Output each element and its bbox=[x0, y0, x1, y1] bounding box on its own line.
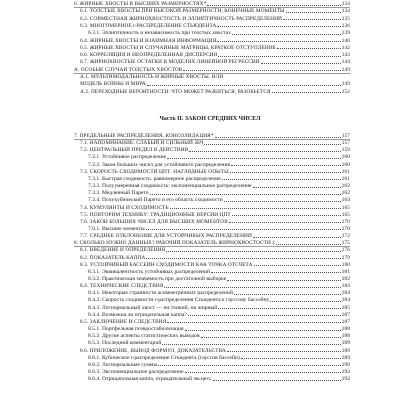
toc-line bbox=[0, 7, 420, 14]
toc-entry-title: A.1. МУЛЬТИМОДАЛЬНОСТЬ И ЖИРНЫЕ ХВОСТЫ, ИЛИ bbox=[80, 74, 224, 80]
toc-entry-title: 6.3. МНОГОМЕРНОЕ t-РАСПРЕДЕЛЕНИЕ СТЬЮДЕНТА bbox=[80, 22, 217, 29]
dot-leader bbox=[217, 41, 340, 42]
toc-line bbox=[0, 161, 420, 168]
toc-page-number: 184 bbox=[341, 283, 350, 290]
dot-leader bbox=[185, 372, 341, 373]
toc-page-number: 161 bbox=[341, 175, 350, 182]
dot-leader bbox=[188, 315, 341, 316]
toc-entry-title: 7.6.1. Высшие моменты bbox=[88, 225, 145, 232]
toc-line bbox=[0, 29, 420, 36]
dot-leader bbox=[224, 201, 341, 202]
dot-leader bbox=[286, 12, 341, 13]
toc-entry-title: 6.5. ЖИРНЫЕ ХВОСТЫ И СЛУЧАЙНЫЕ МАТРИЦЫ, КРАТКОЕ ОТСТУПЛЕНИЕ bbox=[80, 44, 277, 51]
toc-entry-title: 8.6.1. Кубическое t-распределение Стьюдента (гауссов бассейн) bbox=[88, 354, 240, 361]
toc-line bbox=[0, 80, 420, 87]
toc-section-entry[interactable] bbox=[80, 318, 350, 325]
toc-page-number: 157 bbox=[341, 133, 350, 139]
dot-leader bbox=[204, 144, 340, 145]
toc-entry-title: 6.7. ЖИРНОХВОСТЫЕ ОСТАТКИ В МОДЕЛЯХ ЛИНЕЙНОЙ РЕГРЕССИИ bbox=[80, 59, 260, 66]
toc-line bbox=[0, 232, 420, 239]
toc-line bbox=[0, 311, 420, 318]
toc-entry-title: 8.4.4. Возможна ли отрицательная каппа? bbox=[88, 311, 187, 318]
toc-page-number: 161 bbox=[341, 168, 350, 175]
toc-page-number: 175 bbox=[341, 240, 350, 247]
toc-page-number: 159 bbox=[341, 147, 350, 154]
toc-page-number: 162 bbox=[341, 190, 350, 197]
toc-section-entry[interactable] bbox=[80, 204, 350, 211]
toc-line bbox=[0, 261, 420, 268]
dot-leader bbox=[241, 358, 341, 359]
toc-entry-title: 8.1. ВВЕДЕНИЕ И ОПРЕДЕЛЕНИЯ bbox=[80, 247, 166, 254]
toc-section-entry[interactable] bbox=[80, 232, 350, 239]
toc-subsection-entry[interactable] bbox=[88, 304, 350, 311]
toc-page-number: 189 bbox=[341, 340, 350, 347]
toc-line bbox=[0, 88, 420, 95]
toc-entry-title: 7.2.1. Устойчивое распределение bbox=[88, 154, 167, 161]
dot-leader bbox=[270, 301, 340, 302]
toc-section-entry[interactable] bbox=[80, 37, 350, 44]
toc-page-number: 165 bbox=[341, 211, 350, 218]
toc-line bbox=[0, 325, 420, 332]
toc-section-entry[interactable] bbox=[80, 51, 350, 58]
toc-entry-title: 7.3.4. Полукубический Парето и его область сходимости bbox=[88, 197, 223, 204]
toc-section-entry[interactable] bbox=[80, 246, 350, 253]
toc-entry-title: 8. СКОЛЬКО НУЖНО ДАННЫХ? РАБОЧИЙ ПОКАЗАТЕЛЬ ЖИРНОХВОСТОСТИ ‡ bbox=[74, 240, 276, 247]
toc-section-entry[interactable] bbox=[80, 88, 350, 95]
toc-page-number: 162 bbox=[341, 183, 350, 190]
toc-chapter-entry[interactable] bbox=[74, 239, 350, 246]
toc-entry-title: 7.3.2. Полуумеренная сходимость: экспоненциальное распределение bbox=[88, 183, 252, 190]
toc-section-entry[interactable] bbox=[80, 44, 350, 51]
toc-page-number: 181 bbox=[341, 268, 350, 275]
toc-line bbox=[0, 66, 420, 73]
toc-chapter-entry[interactable] bbox=[74, 0, 350, 7]
toc-page-number: 139 bbox=[341, 30, 350, 37]
toc-page-number: 184 bbox=[341, 290, 350, 297]
toc-entry-title: A.2. ПЕРЕХОДНЫЕ ВЕРОЯТНОСТИ: ЧТО МОЖЕТ РАЗБИТЬСЯ, РАЗОБЬЕТСЯ bbox=[80, 88, 271, 95]
dot-leader bbox=[201, 337, 341, 338]
toc-page-number: 164 bbox=[341, 197, 350, 204]
toc-entry-title: 8.3.1. Эквивалентность устойчивых распределений bbox=[88, 268, 211, 275]
toc-page-number: 192 bbox=[341, 368, 350, 375]
toc-subsection-entry[interactable] bbox=[88, 361, 350, 368]
toc-subsection-entry[interactable] bbox=[88, 161, 350, 168]
toc-page-number: 190 bbox=[341, 361, 350, 368]
dot-leader bbox=[276, 244, 341, 245]
toc-line bbox=[0, 132, 420, 139]
dot-leader bbox=[229, 222, 341, 223]
toc-line bbox=[0, 354, 420, 361]
toc-line bbox=[0, 168, 420, 175]
toc-entry-title: 6.4. ЖИРНЫЕ ХВОСТЫ И ВЗАИМНАЯ ИНФОРМАЦИЯ bbox=[80, 37, 217, 44]
toc-page-number: 187 bbox=[341, 318, 350, 325]
dot-leader bbox=[211, 272, 341, 273]
toc-line bbox=[0, 339, 420, 346]
toc-entry-title: 7.3.1. Быстрая сходимость: равномерное распределение bbox=[88, 175, 221, 182]
toc-line bbox=[0, 218, 420, 225]
toc-subsection-entry[interactable] bbox=[88, 332, 350, 339]
dot-leader bbox=[222, 179, 341, 180]
toc-entry-title: 8.4.1. Некоторые странности асимметричных распределений bbox=[88, 290, 233, 297]
dot-leader bbox=[167, 158, 341, 159]
toc-page-number: 160 bbox=[341, 161, 350, 168]
toc-subsection-entry[interactable] bbox=[88, 153, 350, 160]
toc-line bbox=[0, 375, 420, 382]
toc-line bbox=[0, 204, 420, 211]
dot-leader bbox=[162, 344, 340, 345]
toc-line bbox=[0, 318, 420, 325]
toc-section-entry[interactable] bbox=[80, 7, 350, 14]
dot-leader bbox=[227, 351, 341, 352]
toc-entry-title: 7.6. ЗАКОН БОЛЬШИХ ЧИСЕЛ ДЛЯ ВЫСШИХ МОМЕНТОВ bbox=[80, 218, 228, 225]
toc-entry-title: 8.4. ТЕХНИЧЕСКИЕ СЛЕДСТВИЯ bbox=[80, 283, 164, 290]
toc-page-number: 160 bbox=[341, 154, 350, 161]
part-heading bbox=[0, 116, 420, 122]
toc-subsection-entry[interactable] bbox=[88, 339, 350, 346]
toc-subsection-entry[interactable] bbox=[88, 311, 350, 318]
toc-page-number: 165 bbox=[341, 204, 350, 211]
toc-page-number: 144 bbox=[341, 59, 350, 66]
toc-entry-title: 7.4. КУМУЛЯНТЫ И СХОДИМОСТЬ bbox=[80, 204, 169, 211]
toc-line bbox=[0, 304, 420, 311]
toc-subsection-entry[interactable] bbox=[88, 325, 350, 332]
toc-line bbox=[0, 153, 420, 160]
toc-line bbox=[0, 268, 420, 275]
dot-leader bbox=[150, 194, 341, 195]
dot-leader bbox=[146, 258, 340, 259]
dot-leader bbox=[283, 19, 341, 20]
toc-line bbox=[0, 175, 420, 182]
toc-line bbox=[0, 282, 420, 289]
toc-page-number: 189 bbox=[341, 354, 350, 361]
toc-section-entry[interactable] bbox=[80, 80, 350, 87]
dot-leader bbox=[261, 63, 341, 64]
toc-section-entry[interactable] bbox=[80, 73, 350, 80]
toc-line bbox=[0, 182, 420, 189]
toc-page-number: 180 bbox=[341, 261, 350, 268]
toc-line bbox=[0, 275, 420, 282]
toc-page-number: 152 bbox=[341, 88, 350, 95]
toc-line bbox=[0, 239, 420, 246]
dot-leader bbox=[164, 287, 340, 288]
toc-page-number: 192 bbox=[341, 376, 350, 383]
toc-line bbox=[0, 225, 420, 232]
toc-entry-title: 6.3.1. Эллиптичность и независимость при толстых хвостах bbox=[88, 30, 231, 37]
toc-line bbox=[0, 37, 420, 44]
toc-section-entry[interactable] bbox=[80, 139, 350, 146]
toc-page-number: 187 bbox=[341, 311, 350, 318]
toc-subsection-entry[interactable] bbox=[88, 225, 350, 232]
toc-section-entry[interactable] bbox=[80, 218, 350, 225]
toc-entry-title: 8.3. УСТОЙЧИВЫЙ БАССЕЙН СХОДИМОСТИ КАК ТОЧКА ОТСЧЕТА bbox=[80, 261, 253, 268]
toc-entry-title: 6.1. ТОЛСТЫЕ ХВОСТЫ ПРИ ВЫСОКОЙ РАЗМЕРНОСТИ, КОНЕЧНЫЕ МОМЕНТЫ bbox=[80, 8, 285, 15]
toc-page-number: 188 bbox=[341, 326, 350, 333]
toc-line bbox=[0, 44, 420, 51]
toc-entry-title: 8.5.3. Последний комментарий bbox=[88, 340, 162, 347]
dot-leader bbox=[227, 280, 340, 281]
toc-chapter-entry[interactable] bbox=[74, 132, 350, 139]
toc-subsection-entry[interactable] bbox=[88, 296, 350, 303]
toc-page-number: 134 bbox=[341, 1, 350, 7]
toc-entry-title: 6.6. КОРРЕЛЯЦИЯ И НЕОПРЕДЕЛЕННАЯ ДИСПЕРСИЯ bbox=[80, 52, 218, 59]
toc-entry-title: 7.5. ПОВТОРИМ ТЕХНИКУ: ТРАДИЦИОННЫЕ ВЕРСИИ ЦПТ bbox=[80, 211, 231, 218]
dot-leader bbox=[230, 172, 341, 173]
toc-section-entry[interactable] bbox=[80, 146, 350, 153]
toc-line bbox=[0, 347, 420, 354]
dot-leader bbox=[158, 365, 340, 366]
toc-line bbox=[0, 332, 420, 339]
dot-leader bbox=[232, 215, 341, 216]
toc-line bbox=[0, 368, 420, 375]
dot-leader bbox=[231, 165, 341, 166]
toc-page-number: 170 bbox=[341, 218, 350, 225]
dot-leader bbox=[213, 380, 341, 381]
dot-leader bbox=[218, 56, 340, 57]
toc-page-number: 143 bbox=[341, 52, 350, 59]
toc-section-entry[interactable] bbox=[80, 58, 350, 65]
toc-entry-title: 8.5.1. Портфельная псевдостабилизация bbox=[88, 326, 184, 333]
toc-line bbox=[0, 289, 420, 296]
toc-page-number: 172 bbox=[341, 233, 350, 240]
toc-page-number: 182 bbox=[341, 276, 350, 282]
toc-section-entry[interactable] bbox=[80, 261, 350, 268]
toc-entry-title: 8.4.2. Скорость сходимости t-распределения Стьюдента к гауссову бассейну bbox=[88, 297, 270, 304]
toc-section-entry[interactable] bbox=[80, 282, 350, 289]
toc-entry-title: 7. ПРЕДЕЛЬНЫЕ РАСПРЕДЕЛЕНИЯ, КОНСОЛИДАЦИЯ* bbox=[74, 133, 214, 139]
dot-leader bbox=[167, 322, 340, 323]
toc-subsection-entry[interactable] bbox=[88, 368, 350, 375]
dot-leader bbox=[189, 151, 340, 152]
toc-entry-title: МОДЕЛЬ ВОЙНЫ И МИРА bbox=[80, 81, 146, 88]
dot-leader bbox=[218, 308, 340, 309]
dot-leader bbox=[146, 229, 341, 230]
dot-leader bbox=[207, 5, 340, 6]
toc-subsection-entry[interactable] bbox=[88, 29, 350, 36]
toc-page-number: 140 bbox=[341, 37, 350, 44]
toc-entry-title: 7.3. СКОРОСТЬ СХОДИМОСТИ ЦПТ: НАГЛЯДНЫЕ ОПЫТЫ bbox=[80, 168, 229, 175]
toc-page-number: 185 bbox=[341, 304, 350, 311]
toc-page-number: 142 bbox=[341, 44, 350, 51]
toc-entry-title: 7.2. ЦЕНТРАЛЬНЫЙ ПРЕДЕЛ В ДЕЙСТВИИ bbox=[80, 147, 189, 154]
toc-subsection-entry[interactable] bbox=[88, 375, 350, 382]
dot-leader bbox=[170, 208, 341, 209]
toc-section-entry[interactable] bbox=[80, 211, 350, 218]
toc-entry-title: 8.6.3. Экспоненциальное распределение bbox=[88, 368, 184, 375]
dot-leader bbox=[232, 34, 341, 35]
toc-line bbox=[0, 196, 420, 203]
toc-entry-title: 8.5.2. Другие аспекты статистических выводов bbox=[88, 333, 200, 340]
toc-line bbox=[0, 146, 420, 153]
toc-section-entry[interactable] bbox=[80, 254, 350, 261]
toc-section-entry[interactable] bbox=[80, 15, 350, 22]
toc-page-number: 149 bbox=[341, 66, 350, 73]
toc-page-number: 136 bbox=[341, 22, 350, 29]
toc-subsection-entry[interactable] bbox=[88, 175, 350, 182]
toc-page-number: 135 bbox=[341, 15, 350, 22]
toc-subsection-entry[interactable] bbox=[88, 275, 350, 282]
toc-entry-title: 7.1. НАПОМИНАНИЕ: СЛАБЫЙ И СИЛЬНЫЙ ЗБЧ bbox=[80, 140, 204, 147]
toc-line bbox=[0, 22, 420, 29]
toc-subsection-entry[interactable] bbox=[88, 182, 350, 189]
dot-leader bbox=[217, 26, 340, 27]
toc-line bbox=[0, 254, 420, 261]
toc-line bbox=[0, 189, 420, 196]
toc-entry-title: 6. ЖИРНЫЕ ХВОСТЫ В ВЫСШИХ РАЗМЕРНОСТЯХ* bbox=[74, 1, 207, 7]
toc-entry-title: 8.6.2. Логнормальные суммы bbox=[88, 361, 158, 368]
dot-leader bbox=[166, 251, 341, 252]
toc-entry-title: 6.2. СОВМЕСТНАЯ ЖИРНОХВОСТОСТЬ И ЭЛЛИПТИЧНОСТЬ РАСПРЕДЕЛЕНИЙ bbox=[80, 15, 283, 22]
toc-entry-title: 8.2. ПОКАЗАТЕЛЬ КАППА bbox=[80, 254, 146, 261]
dot-leader bbox=[185, 330, 341, 331]
toc-entry-title: 8.5. ЗАКЛЮЧЕНИЕ И СЛЕДСТВИЯ bbox=[80, 318, 167, 325]
toc-line bbox=[0, 73, 420, 80]
toc-chapter-entry[interactable] bbox=[74, 66, 350, 73]
toc-line bbox=[0, 361, 420, 368]
toc-line bbox=[0, 139, 420, 146]
dot-leader bbox=[234, 294, 341, 295]
dot-leader bbox=[253, 187, 341, 188]
toc-entry-title: 7.3.3. Медленный Парето bbox=[88, 190, 149, 197]
toc-subsection-entry[interactable] bbox=[88, 189, 350, 196]
toc-subsection-entry[interactable] bbox=[88, 268, 350, 275]
dot-leader bbox=[272, 92, 341, 93]
toc-entry-title: A. ОСОБЫЕ СЛУЧАИ ТОЛСТЫХ ХВОСТОВ bbox=[74, 66, 183, 73]
dot-leader bbox=[253, 237, 341, 238]
toc-section-entry[interactable] bbox=[80, 168, 350, 175]
toc-entry-title: 8.3.2. Практическая значимость при достаточной выборке bbox=[88, 276, 227, 282]
toc-line bbox=[0, 296, 420, 303]
toc-page-number: 179 bbox=[341, 254, 350, 261]
toc-page-number: 157 bbox=[341, 140, 350, 147]
toc-section-entry[interactable] bbox=[80, 347, 350, 354]
dot-leader bbox=[215, 137, 341, 138]
toc-section-entry[interactable] bbox=[80, 22, 350, 29]
dot-leader bbox=[277, 48, 341, 49]
toc-page-number: 170 bbox=[341, 225, 350, 232]
toc-line bbox=[0, 246, 420, 253]
toc-page-number: 134 bbox=[341, 8, 350, 15]
dot-leader bbox=[254, 265, 341, 266]
toc-entry-title: 8.4.3. Логнормальный хвост — ни тонкий, ни жирный bbox=[88, 304, 218, 311]
toc-page-number: 176 bbox=[341, 247, 350, 254]
toc-line bbox=[0, 15, 420, 22]
toc-subsection-entry[interactable] bbox=[88, 196, 350, 203]
toc-entry-title: 7.7. СРЕДНЕЕ ОТКЛОНЕНИЕ ДЛЯ УСТОЙЧИВЫХ РАСПРЕДЕЛЕНИЙ bbox=[80, 233, 252, 240]
dot-leader bbox=[147, 85, 341, 86]
toc-page-number: 184 bbox=[341, 297, 350, 304]
toc-entry-title: 8.6. ПРИЛОЖЕНИЕ, ВЫВОД ФОРМУЛ, ДОКАЗАТЕЛЬСТВА bbox=[80, 347, 226, 354]
toc-subsection-entry[interactable] bbox=[88, 289, 350, 296]
toc-line bbox=[0, 211, 420, 218]
toc-subsection-entry[interactable] bbox=[88, 354, 350, 361]
toc-page-number: 149 bbox=[341, 81, 350, 88]
dot-leader bbox=[183, 70, 340, 71]
toc-entry-title: 8.6.4. Отрицательная каппа, отрицательный эксцесс bbox=[88, 376, 212, 383]
part-heading-text: Часть II. ЗАКОН СРЕДНИХ ЧИСЕЛ bbox=[159, 116, 261, 122]
toc-line bbox=[0, 0, 420, 7]
toc-line bbox=[0, 58, 420, 65]
toc-entry-title: 7.2.2. Закон больших чисел для устойчивого распределения bbox=[88, 161, 231, 168]
toc-line bbox=[0, 51, 420, 58]
toc-page-number: 189 bbox=[341, 347, 350, 354]
toc-page-number: 188 bbox=[341, 333, 350, 340]
